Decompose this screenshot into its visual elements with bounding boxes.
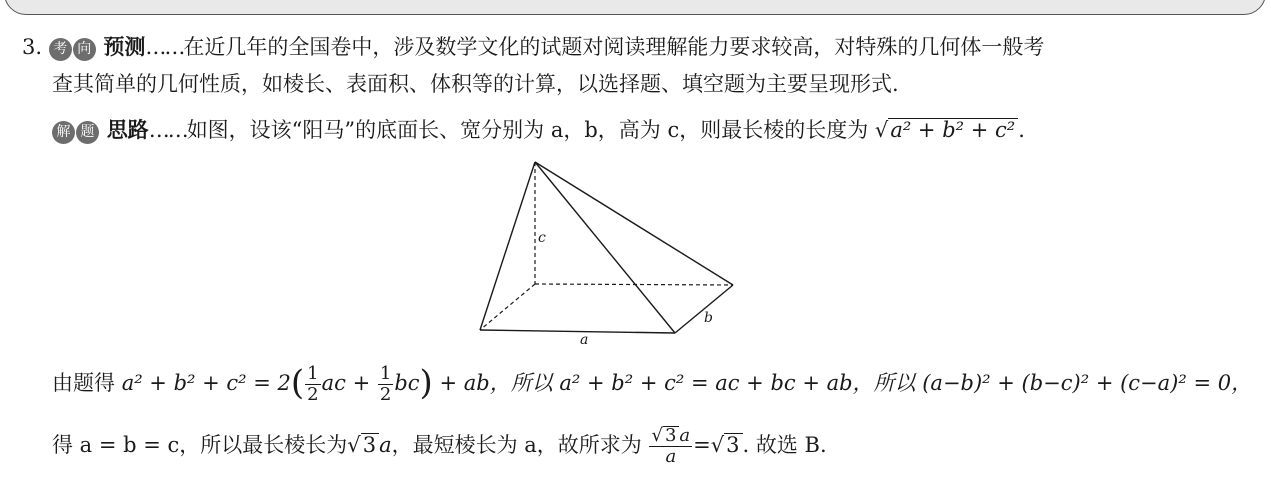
solution-label: 思路 bbox=[106, 118, 149, 142]
prediction-dots: …… bbox=[145, 35, 184, 59]
label-a: a bbox=[580, 332, 589, 347]
pyramid-figure bbox=[470, 152, 750, 347]
badge-jie: 解 bbox=[52, 121, 75, 144]
badge-xiang: 向 bbox=[73, 38, 96, 61]
solution-line: 解 题 思路……如图，设该“阳马”的底面长、宽分别为 a，b，高为 c，则最长棱的长度为 √a² + b² + c² . bbox=[52, 116, 1025, 144]
prediction-label: 预测 bbox=[103, 35, 146, 59]
edge-apex-back bbox=[535, 162, 733, 285]
label-c: c bbox=[538, 230, 546, 246]
eq2-end: . 故选 B. bbox=[742, 433, 827, 457]
prediction-text-line1: 在近几年的全国卷中，涉及数学文化的试题对阅读理解能力要求较高，对特殊的几何体一般考 bbox=[183, 35, 1045, 59]
term-ac: ac bbox=[321, 371, 346, 395]
eq2-var-a: a bbox=[379, 433, 392, 457]
eq2-eq: = bbox=[693, 433, 711, 457]
ratio-fraction: $\frac{√ 3 a}{a}$ bbox=[651, 425, 691, 467]
frac-half-2: $\frac{1}{2}$ bbox=[379, 363, 392, 405]
equation-line-2: 得 a = b = c，所以最长棱长为√3 a，最短棱长为 a，故所求为 $\frac{√ 3 a}{a}$ =√3 . 故选 B. bbox=[52, 425, 827, 467]
eq2-sqrt3-result: 3 bbox=[724, 433, 742, 456]
eq1-plus: + bbox=[352, 371, 371, 395]
eq1-rest: + ab，所以 a² + b² + c² = ac + bc + ab，所以 (a−b)² + (b−c)² + (c−a)² = 0， bbox=[439, 371, 1253, 395]
solution-text: 如图，设该“阳马”的底面长、宽分别为 a，b，高为 c，则最长棱的长度为 bbox=[186, 118, 869, 142]
equation-line-1: 由题得 a² + b² + c² = 2( $\frac{1}{2}$ ac + $\frac{1}{2}$ bc) + ab，所以 a² + b² + c² = ac + bc + ab，所以 (a−b)² + (b−c)² + (c−a)² = 0， bbox=[52, 363, 1253, 405]
edge-apex-front bbox=[535, 162, 675, 333]
label-b: b bbox=[704, 310, 713, 326]
problem-number: 3. bbox=[22, 35, 43, 59]
previous-section-box bbox=[4, 0, 1266, 15]
badge-kao: 考 bbox=[49, 38, 72, 61]
sqrt-expression: a² + b² + c² bbox=[888, 118, 1018, 141]
edge-back-hidden bbox=[535, 284, 733, 285]
badge-ti: 题 bbox=[76, 121, 99, 144]
prediction-text-line2: 查其简单的几何性质，如棱长、表面积、体积等的计算，以选择题、填空题为主要呈现形式. bbox=[52, 72, 899, 96]
edge-apex-left bbox=[480, 162, 535, 330]
problem-line-2 bbox=[52, 70, 899, 98]
frac-half-1: $\frac{1}{2}$ bbox=[307, 363, 319, 405]
solution-dots: …… bbox=[148, 118, 187, 142]
eq1-start: 由题得 bbox=[52, 371, 122, 395]
eq2-sqrt3: 3 bbox=[361, 433, 379, 456]
edge-base-front bbox=[480, 330, 675, 333]
solution-period: . bbox=[1018, 118, 1025, 142]
eq2-mid: ，最短棱长为 a，故所求为 bbox=[391, 433, 642, 457]
problem-line-1 bbox=[22, 33, 1044, 61]
eq2-start: 得 a = b = c，所以最长棱长为 bbox=[52, 433, 348, 457]
term-bc: bc bbox=[394, 371, 420, 395]
eq1-lhs: a² + b² + c² = 2 bbox=[121, 371, 291, 395]
